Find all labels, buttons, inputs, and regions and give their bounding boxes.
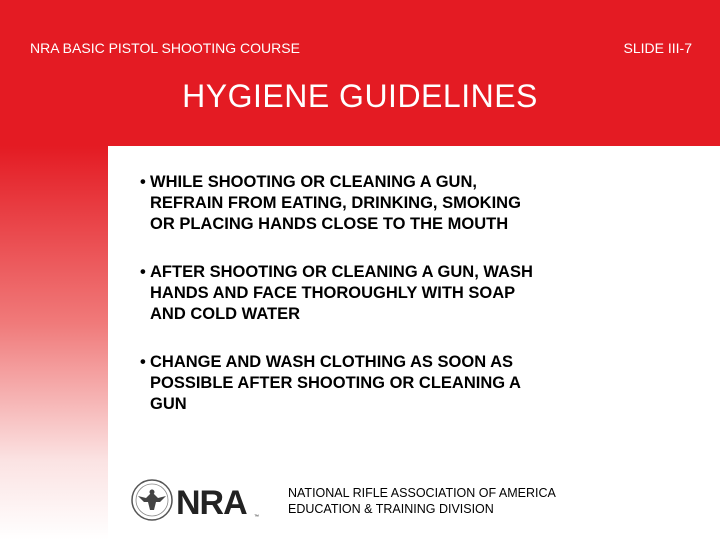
nra-eagle-seal-icon <box>132 480 172 520</box>
footer-organization <box>288 485 556 517</box>
svg-text:™: ™ <box>254 514 259 520</box>
bullet-item-wash-hands: • AFTER SHOOTING OR CLEANING A GUN, WASH HANDS AND FACE THOROUGHLY WITH SOAP AND COLD WATER <box>140 262 640 325</box>
footer-org-line2: EDUCATION & TRAINING DIVISION <box>288 502 494 516</box>
bullet-item-clothing: • CHANGE AND WASH CLOTHING AS SOON AS POSSIBLE AFTER SHOOTING OR CLEANING A GUN <box>140 352 640 415</box>
bullet-list <box>140 172 640 442</box>
slide-number: SLIDE III-7 <box>623 40 692 56</box>
course-title: NRA BASIC PISTOL SHOOTING COURSE <box>30 40 300 56</box>
bullet-item-eating: • WHILE SHOOTING OR CLEANING A GUN, REFRAIN FROM EATING, DRINKING, SMOKING OR PLACING HANDS CLOSE TO THE MOUTH <box>140 172 640 235</box>
nra-logo <box>130 478 260 524</box>
nra-logo-text: NRA <box>176 484 247 522</box>
page-title: HYGIENE GUIDELINES <box>182 78 538 114</box>
side-gradient-band <box>0 146 108 540</box>
header-band <box>0 0 720 146</box>
footer-org-line1: NATIONAL RIFLE ASSOCIATION OF AMERICA <box>288 486 556 500</box>
